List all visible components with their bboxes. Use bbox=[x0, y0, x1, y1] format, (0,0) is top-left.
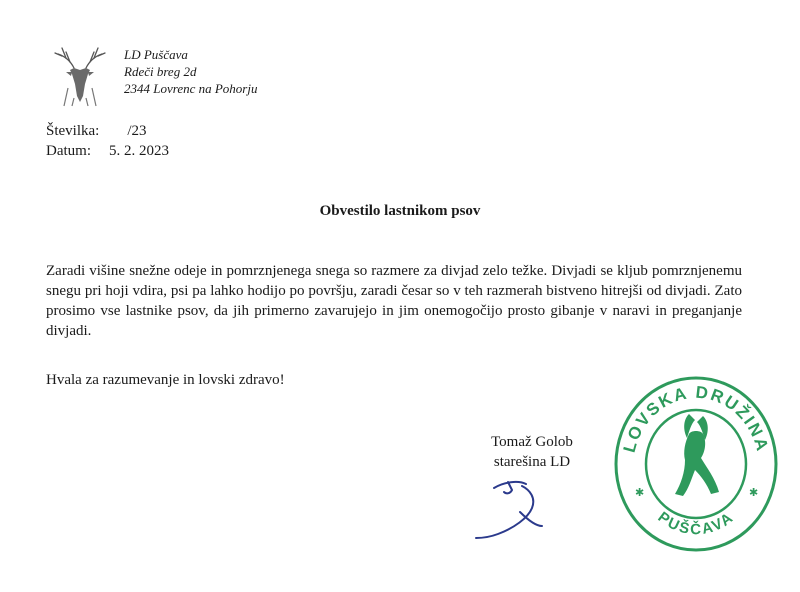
deer-head-icon bbox=[52, 44, 108, 108]
stamp-top-text: LOVSKA DRUŽINA bbox=[619, 382, 773, 455]
date-value: 5. 2. 2023 bbox=[109, 143, 169, 159]
org-city: 2344 Lovrenc na Pohorju bbox=[124, 81, 258, 96]
document-title: Obvestilo lastnikom psov bbox=[319, 203, 481, 219]
date-row bbox=[46, 141, 169, 161]
closing-line: Hvala za razumevanje in lovski zdravo! bbox=[46, 372, 285, 388]
number-label: Številka: bbox=[46, 123, 100, 139]
signatory bbox=[466, 432, 598, 472]
stamp-bottom-text: PUŠČAVA bbox=[654, 508, 738, 539]
org-street: Rdeči breg 2d bbox=[124, 64, 197, 79]
org-name: LD Puščava bbox=[124, 47, 188, 62]
svg-text:✱: ✱ bbox=[749, 486, 759, 499]
date-label: Datum: bbox=[46, 143, 91, 159]
body-paragraph: Zaradi višine snežne odeje in pomrznjenega snega so razmere za divjad zelo težke. Divjadi se kljub pomrznjenemu snegu pri hoji vdira, psi pa lahko hodijo po površju, zaradi česar so v teh razmerah bistveno hitrejši od divjadi. Zato prosimo vse lastnike psov, da jih primerno zavarujejo in jim onemogočijo prosto gibanje v naravi in preganjanje divjadi. bbox=[46, 263, 742, 339]
number-value: /23 bbox=[127, 123, 147, 139]
hunting-club-stamp bbox=[611, 372, 781, 552]
number-row bbox=[46, 121, 169, 141]
signatory-role: starešina LD bbox=[493, 454, 571, 470]
svg-text:✱: ✱ bbox=[635, 486, 645, 499]
organization-address bbox=[124, 46, 257, 97]
handwritten-signature bbox=[470, 472, 570, 544]
document-meta bbox=[46, 121, 169, 161]
chamois-icon bbox=[675, 414, 719, 496]
signatory-name: Tomaž Golob bbox=[491, 434, 573, 450]
